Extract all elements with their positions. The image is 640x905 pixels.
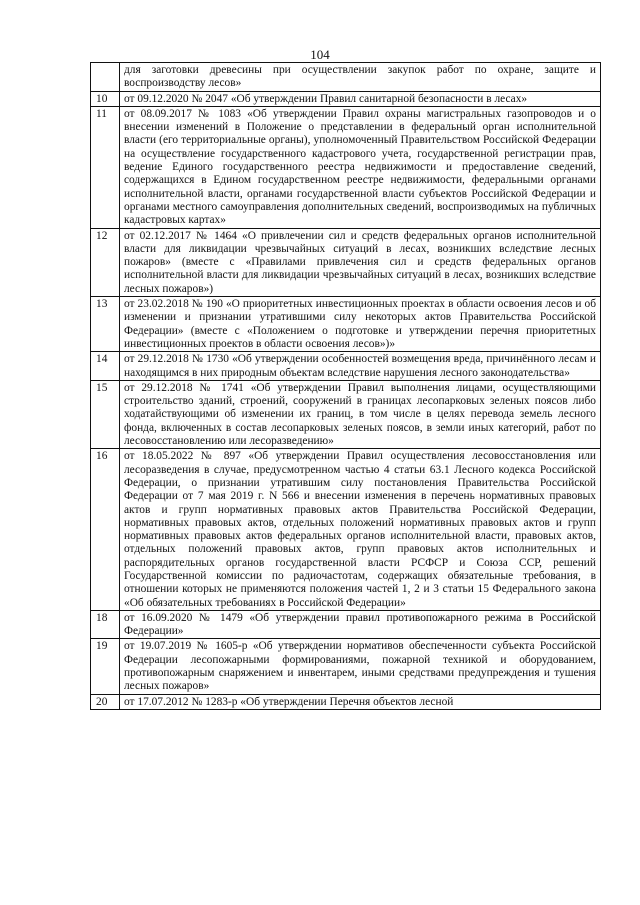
table-row <box>91 91 601 106</box>
page-number: 104 <box>310 47 330 62</box>
row-text: от 09.12.2020 № 2047 «Об утверждении Правил санитарной безопасности в лесах» <box>120 91 601 106</box>
row-number: 14 <box>91 352 120 381</box>
row-text: от 29.12.2018 № 1730 «Об утверждении особенностей возмещения вреда, причинённого лесам и находящимся в них природным объектам вследствие нарушения лесного законодательства» <box>120 352 601 381</box>
table-row <box>91 228 601 296</box>
row-text: от 16.09.2020 № 1479 «Об утверждении правил противопожарного режима в Российской Федерации» <box>120 610 601 639</box>
row-number: 16 <box>91 449 120 611</box>
regulations-table <box>90 62 601 710</box>
table-row <box>91 63 601 92</box>
row-text: от 19.07.2019 № 1605-р «Об утверждении нормативов обеспеченности субъекта Российской Федерации лесопожарными формированиями, пожарной техникой и оборудованием, противопожарным снаряжением и инвентарем, иными средствами предупреждения и тушения лесных пожаров» <box>120 639 601 694</box>
row-number: 12 <box>91 228 120 296</box>
row-text: от 17.07.2012 № 1283-р «Об утверждении Перечня объектов лесной <box>120 694 601 709</box>
row-text: от 18.05.2022 № 897 «Об утверждении Правил осуществления лесовосстановления или лесоразведения в случае, предусмотренном частью 4 статьи 63.1 Лесного кодекса Российской Федерации, о признании утратившим силу постановления Правительства Российской Федерации от 7 мая 2019 г. N 566 и внесении изменения в перечень нормативных правовых актов и групп нормативных правовых актов Правительства Российской Федерации, нормативных правовых актов, отдельных положений нормативных правовых актов и групп нормативных правовых актов федеральных органов исполнительной власти, правовых актов, отдельных положений правовых актов, групп правовых актов исполнительных и распорядительных органов государственной власти РСФСР и Союза ССР, решений Государственной комиссии по радиочастотам, содержащих обязательные требования, в отношении которых не применяются положения частей 1, 2 и 3 статьи 15 Федерального закона «Об обязательных требованиях в Российской Федерации» <box>120 449 601 611</box>
row-number: 20 <box>91 694 120 709</box>
table-row <box>91 106 601 228</box>
row-text: от 02.12.2017 № 1464 «О привлечении сил и средств федеральных органов исполнительной власти для ликвидации чрезвычайных ситуаций в лесах, возникших вследствие лесных пожаров» (вместе с «Правилами привлечения сил и средств федеральных органов исполнительной власти для ликвидации чрезвычайных ситуаций в лесах, возникших вследствие лесных пожаров») <box>120 228 601 296</box>
table-row <box>91 380 601 448</box>
row-text: от 29.12.2018 № 1741 «Об утверждении Правил выполнения лицами, осуществляющими строительство зданий, строений, сооружений в границах лесопарковых зеленых поясов либо ходатайствующими об изменении их границ, в том числе в целях перевода земель лесного фонда, включенных в состав лесопарковых зеленых поясов, в земли иных категорий, работ по лесовосстановлению или лесоразведению» <box>120 380 601 448</box>
table-row <box>91 639 601 694</box>
table-row <box>91 694 601 709</box>
row-number: 13 <box>91 297 120 352</box>
table-row <box>91 610 601 639</box>
row-number <box>91 63 120 92</box>
row-number: 11 <box>91 106 120 228</box>
row-text: для заготовки древесины при осуществлении закупок работ по охране, защите и воспроизводству лесов» <box>120 63 601 92</box>
table-row <box>91 352 601 381</box>
row-text: от 08.09.2017 № 1083 «Об утверждении Правил охраны магистральных газопроводов и о внесении изменений в Положение о представлении в федеральный орган исполнительной власти (его территориальные органы), уполномоченный Правительством Российской Федерации на осуществление государственного кадастрового учета, государственной регистрации прав, ведение Единого государственного реестра недвижимости и предоставление сведений, содержащихся в Едином государственном реестре недвижимости, федеральными органами исполнительной власти, органами государственной власти субъектов Российской Федерации и органами местного самоуправления дополнительных сведений, воспроизводимых на публичных кадастровых картах» <box>120 106 601 228</box>
row-number: 19 <box>91 639 120 694</box>
row-number: 15 <box>91 380 120 448</box>
table-row <box>91 449 601 611</box>
row-text: от 23.02.2018 № 190 «О приоритетных инвестиционных проектах в области освоения лесов и об изменении и признании утратившими силу некоторых актов Правительства Российской Федерации» (вместе с «Положением о подготовке и утверждении перечня приоритетных инвестиционных проектов в области освоения лесов»)» <box>120 297 601 352</box>
table-row <box>91 297 601 352</box>
row-number: 18 <box>91 610 120 639</box>
row-number: 10 <box>91 91 120 106</box>
